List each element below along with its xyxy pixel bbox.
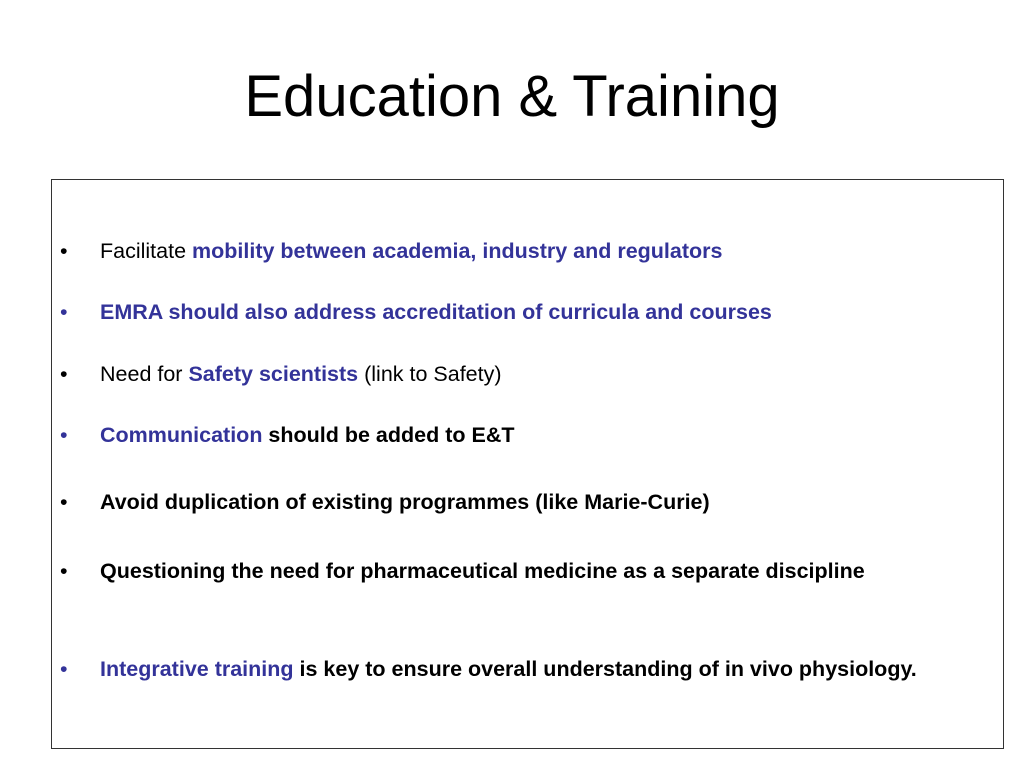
bullet-text (100, 359, 960, 390)
bullet-marker: • (60, 300, 68, 324)
bullet-text (100, 654, 960, 685)
bullet-marker: • (60, 362, 68, 386)
bullet-segment-highlight: Communication (100, 423, 263, 447)
bullet-segment-highlight: Integrative training (100, 657, 294, 681)
bullet-segment-highlight: mobility between academia, industry and regulators (192, 239, 723, 263)
bullet-text (100, 236, 960, 267)
bullet-text (100, 556, 960, 587)
bullet-marker: • (60, 559, 68, 583)
bullet-text (100, 487, 960, 518)
bullet-segment: is key to ensure overall understanding of in vivo physiology. (293, 657, 917, 681)
bullet-segment: Avoid duplication of existing programmes (like Marie-Curie) (100, 490, 710, 514)
bullet-segment: (link to Safety) (358, 362, 502, 386)
bullet-segment-highlight: EMRA should also address accreditation of curricula and courses (100, 300, 772, 324)
bullet-segment: Facilitate (100, 239, 193, 263)
content-box (51, 179, 1004, 749)
slide-title: Education & Training (244, 64, 780, 129)
bullet-segment-highlight: Safety scientists (188, 362, 359, 386)
bullet-marker: • (60, 423, 68, 447)
bullet-marker: • (60, 657, 68, 681)
bullet-segment: Questioning the need for pharmaceutical medicine as a separate discipline (100, 559, 865, 583)
bullet-text (100, 297, 960, 328)
bullet-segment: should be added to E&T (262, 423, 515, 447)
bullet-marker: • (60, 239, 68, 263)
bullet-text (100, 420, 960, 451)
bullet-segment: Need for (100, 362, 189, 386)
bullet-marker: • (60, 490, 68, 514)
